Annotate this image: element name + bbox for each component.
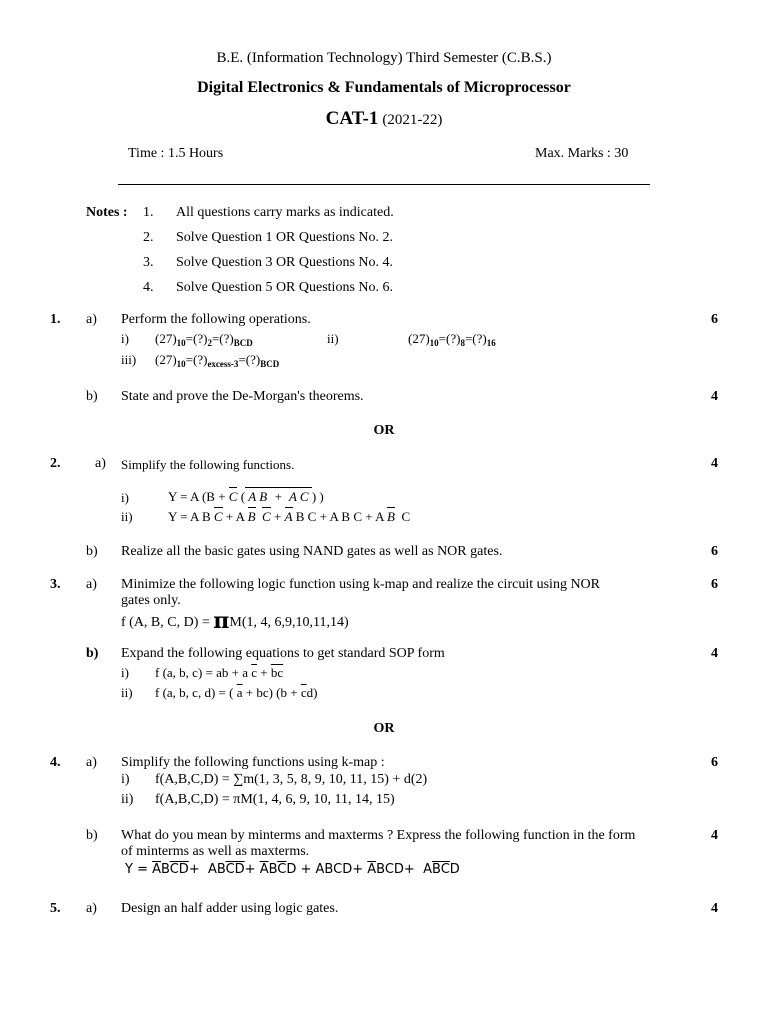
equation: f (a, b, c) = ab + a $\overline{c} + \overline{bc}$ (155, 665, 284, 680)
subpart-label: ii) (121, 509, 133, 524)
notes-label: Notes : (86, 205, 128, 220)
equation: Y = A (B + C ( A B + A C ) ) (168, 489, 324, 504)
note-text: Solve Question 5 OR Questions No. 6. (176, 280, 393, 295)
subpart-label: ii) (121, 792, 134, 807)
header-divider (118, 184, 650, 185)
subpart-label: i) (121, 490, 129, 505)
or-separator: OR (373, 423, 395, 438)
equation: f (A, B, C, D) = πM(1, 4, 6,9,10,11,14) (121, 608, 349, 634)
question-text: Design an half adder using logic gates. (121, 901, 339, 916)
equation: $Y = \overline{A}B\overline{C}\overline{D}+ AB\overline{C}\overline{D}+ \overline{A}B\overline{C}D$ + ABCD+ $\overline{A}BCD+ A\overline{B}\overline{C}D$ (125, 862, 460, 877)
marks: 4 (711, 646, 718, 661)
question-text: Minimize the following logic function using k-map and realize the circuit using NOR (121, 577, 601, 592)
question-text: Realize all the basic gates using NAND gates as well as NOR gates. (121, 544, 503, 559)
question-number: 2. (50, 456, 61, 471)
subpart-label: i) (121, 665, 129, 680)
question-text: Expand the following equations to get standard SOP form (121, 646, 445, 661)
question-text: Simplify the following functions using k-map : (121, 755, 385, 770)
question-text: Simplify the following functions. (121, 457, 295, 472)
equation: f(A,B,C,D) = ∑m(1, 3, 5, 8, 9, 10, 11, 15) + d(2) (155, 772, 428, 787)
exam-title (0, 108, 768, 130)
marks: 4 (711, 389, 718, 404)
marks: 6 (711, 312, 718, 327)
equation: f (a, b, c, d) = ( $\overline{a} + bc$) $(b + \overline{c}d)$ (155, 685, 318, 700)
marks: 4 (711, 828, 718, 843)
question-text: of minterms as well as maxterms. (121, 844, 310, 859)
marks: 4 (711, 456, 718, 471)
note-text: Solve Question 1 OR Questions No. 2. (176, 230, 393, 245)
part-label: b) (86, 646, 99, 661)
equation: $(27)_{10}=(?)_{excess-3}=(?)_{BCD}$ (155, 352, 280, 369)
part-label: b) (86, 828, 98, 843)
max-marks: Max. Marks : 30 (535, 146, 629, 161)
part-label: a) (86, 577, 97, 592)
or-separator: OR (373, 721, 395, 736)
question-text: Perform the following operations. (121, 312, 311, 327)
course-line: B.E. (Information Technology) Third Semester (C.B.S.) (216, 50, 552, 66)
part-label: a) (86, 312, 97, 327)
question-number: 3. (50, 577, 61, 592)
equation: $(27)_{10}=(?)_2=(?)_{BCD}$ (155, 331, 253, 348)
part-label: a) (95, 456, 106, 471)
part-label: a) (86, 755, 97, 770)
question-number: 1. (50, 312, 61, 327)
question-text: gates only. (121, 593, 181, 608)
part-label: b) (86, 544, 98, 559)
subpart-label: ii) (121, 685, 133, 700)
subpart-label: ii) (327, 331, 339, 346)
question-text: What do you mean by minterms and maxterms ? Express the following function in the form (121, 828, 636, 843)
part-label: a) (86, 901, 97, 916)
time-label: Time : 1.5 Hours (128, 146, 224, 161)
equation: f(A,B,C,D) = πM(1, 4, 6, 9, 10, 11, 14, 15) (155, 792, 395, 807)
marks: 6 (711, 755, 718, 770)
note-num: 2. (143, 230, 154, 245)
question-text: State and prove the De-Morgan's theorems. (121, 389, 364, 404)
subpart-label: iii) (121, 352, 137, 367)
note-num: 3. (143, 255, 154, 270)
subpart-label: i) (121, 331, 129, 346)
equation: $(27)_{10}=(?)_8=(?)_{16}$ (408, 331, 496, 348)
note-num: 4. (143, 280, 154, 295)
question-number: 5. (50, 901, 61, 916)
subject-title: Digital Electronics & Fundamentals of Microprocessor (197, 79, 571, 96)
pi-symbol: π (213, 608, 230, 634)
question-number: 4. (50, 755, 61, 770)
note-text: All questions carry marks as indicated. (176, 205, 394, 220)
marks: 6 (711, 544, 718, 559)
exam-name: CAT-1 (325, 108, 379, 129)
subpart-label: i) (121, 772, 130, 787)
marks: 4 (711, 901, 718, 916)
exam-year: (2021-22) (382, 112, 443, 128)
equation: Y = A B C + A B C + A B C + A B C + A B C (168, 509, 411, 524)
note-text: Solve Question 3 OR Questions No. 4. (176, 255, 393, 270)
note-num: 1. (143, 205, 154, 220)
part-label: b) (86, 389, 98, 404)
marks: 6 (711, 577, 718, 592)
